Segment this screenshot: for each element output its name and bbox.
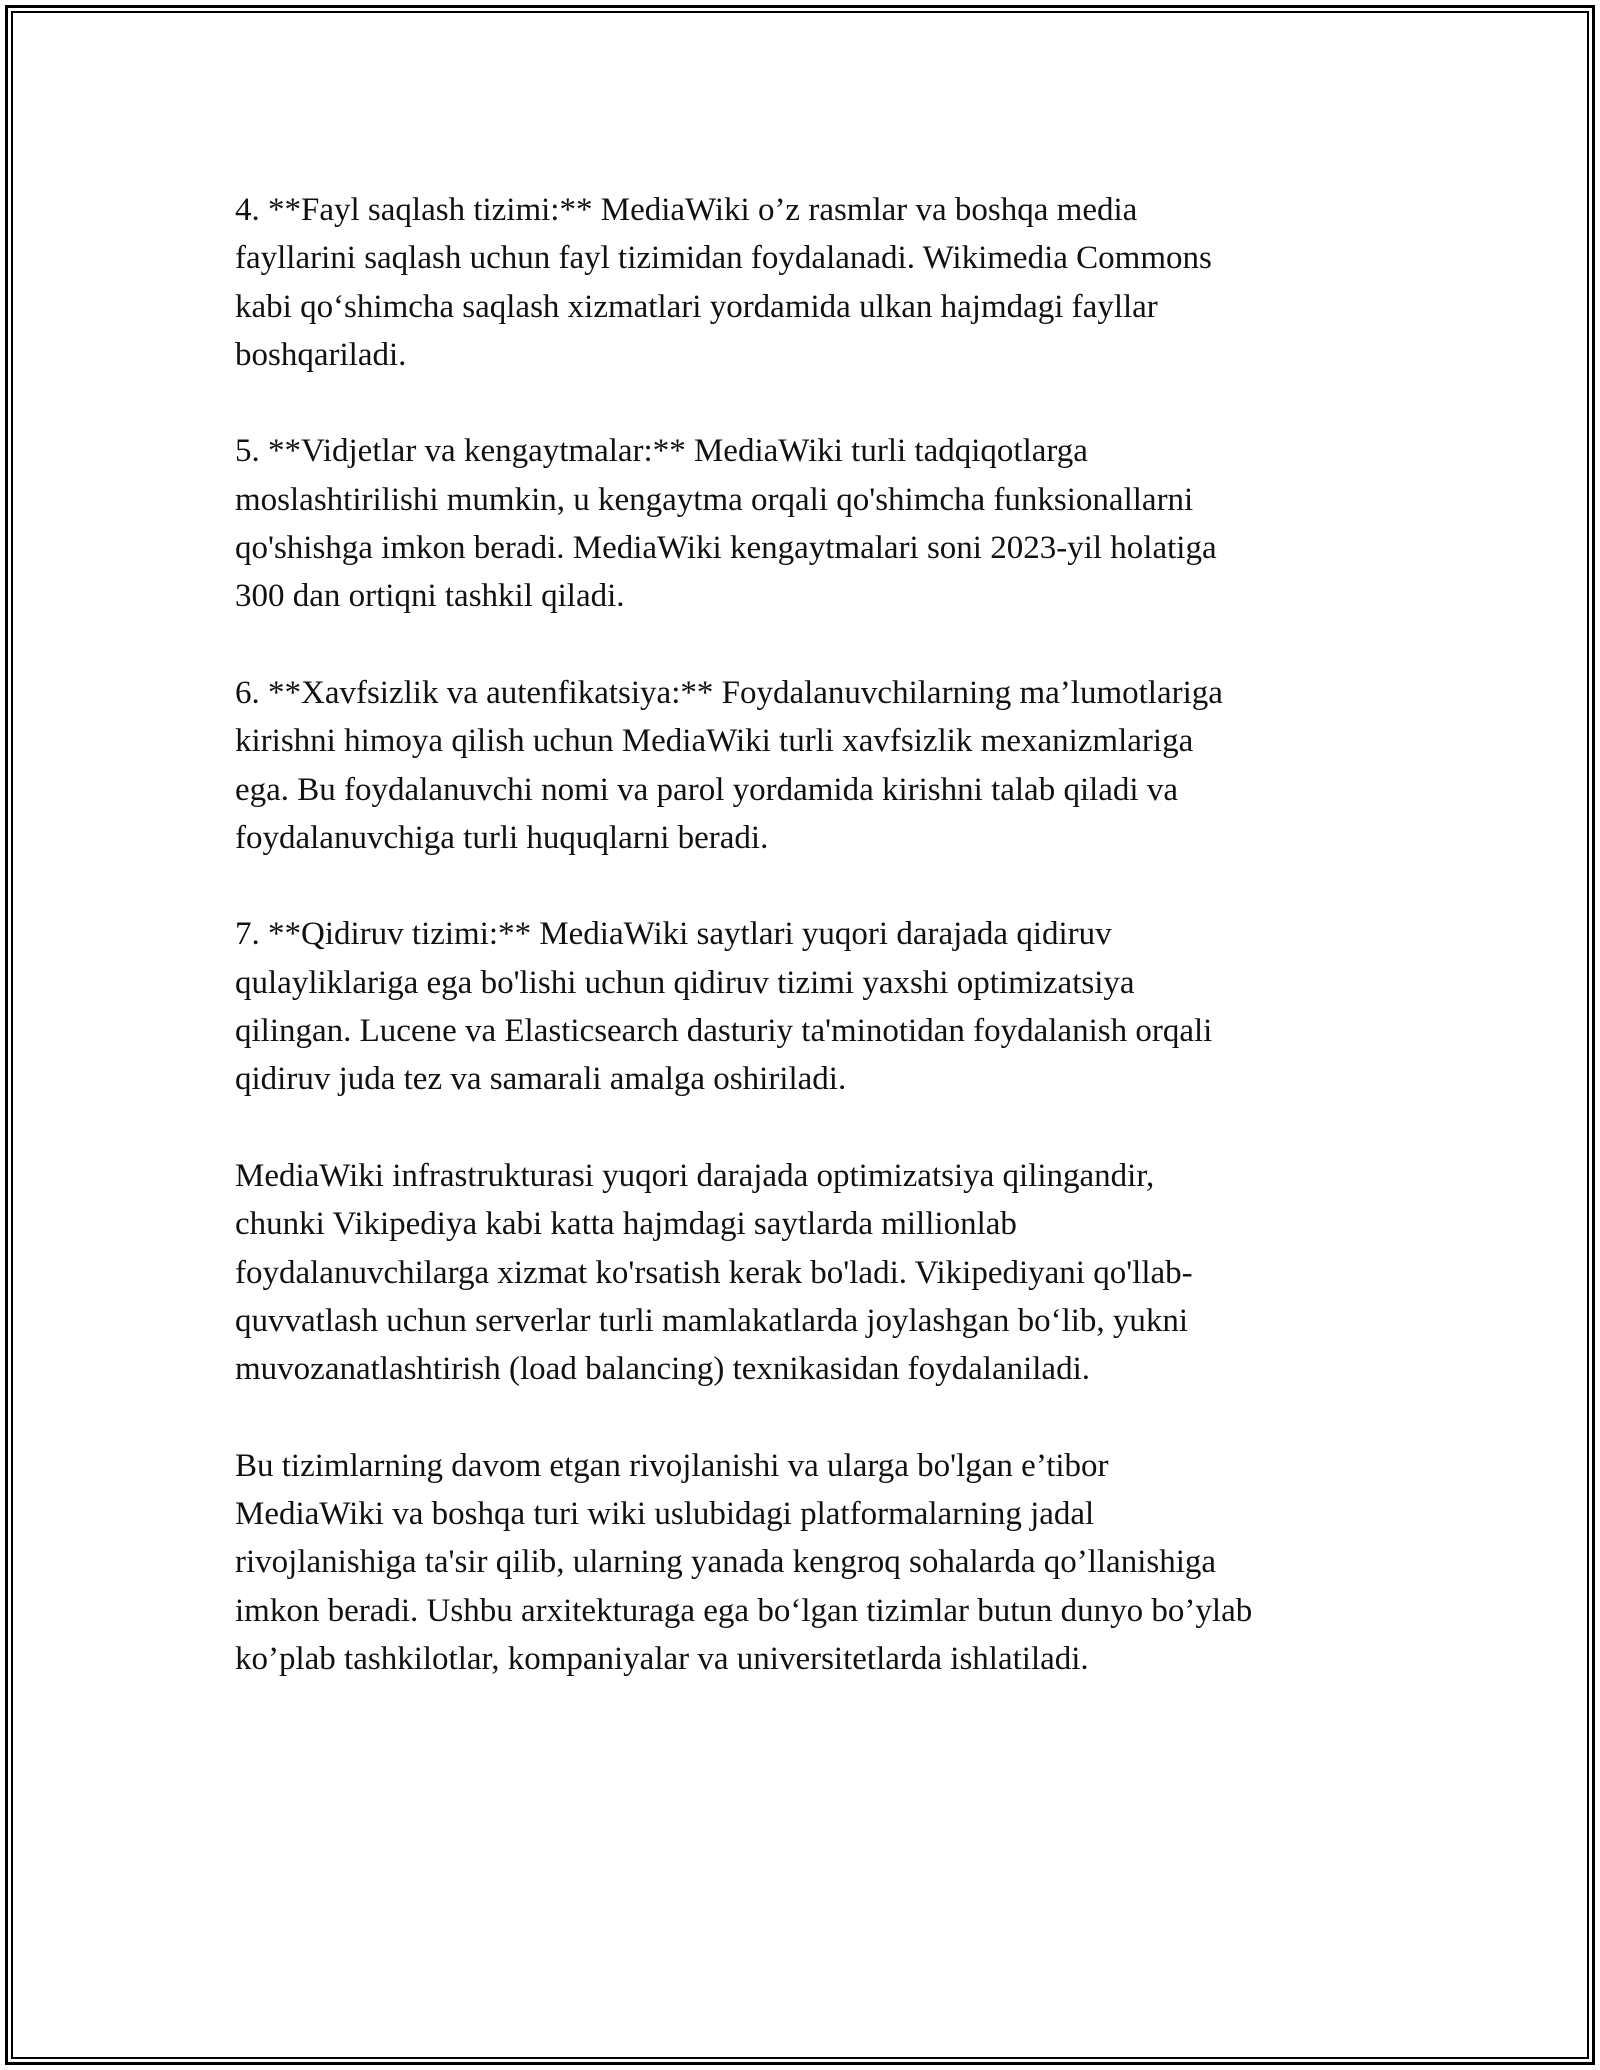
text-line: qulayliklariga ega bo'lishi uchun qidiruv tizimi yaxshi optimizatsiya <box>235 964 1135 1001</box>
text-line: kabi qo‘shimcha saqlash xizmatlari yordamida ulkan hajmdagi fayllar <box>235 288 1158 325</box>
text-line: ega. Bu foydalanuvchi nomi va parol yordamida kirishni talab qiladi va <box>235 771 1178 808</box>
paragraph-conclusion <box>235 1442 1385 1683</box>
text-line: muvozanatlashtirish (load balancing) texnikasidan foydalaniladi. <box>235 1351 1090 1388</box>
text-line: Bu tizimlarning davom etgan rivojlanishi va ularga bo'lgan e’tibor <box>235 1447 1109 1484</box>
text-line: 4. **Fayl saqlash tizimi:** MediaWiki o’z rasmlar va boshqa media <box>235 192 1138 228</box>
paragraph-search-system <box>235 910 1385 1103</box>
text-line: chunki Vikipediya kabi katta hajmdagi saytlarda millionlab <box>235 1206 1017 1243</box>
paragraph-widgets-extensions <box>235 427 1385 620</box>
text-line: qo'shishga imkon beradi. MediaWiki kengaytmalari soni 2023-yil holatiga <box>235 530 1217 567</box>
text-line: qilingan. Lucene va Elasticsearch dasturiy ta'minotidan foydalanish orqali <box>235 1013 1213 1050</box>
text-line: 7. **Qidiruv tizimi:** MediaWiki saytlari yuqori darajada qidiruv <box>235 916 1112 953</box>
paragraph-security-auth <box>235 669 1385 862</box>
text-line: 5. **Vidjetlar va kengaytmalar:** MediaWiki turli tadqiqotlarga <box>235 433 1088 470</box>
text-line: MediaWiki infrastrukturasi yuqori darajada optimizatsiya qilingandir, <box>235 1157 1155 1194</box>
paragraph-infrastructure <box>235 1152 1385 1393</box>
text-line: qidiruv juda tez va samarali amalga oshiriladi. <box>235 1061 847 1098</box>
text-line: rivojlanishiga ta'sir qilib, ularning yanada kengroq sohalarda qo’llanishiga <box>235 1544 1217 1581</box>
paragraph-file-storage <box>235 186 1385 379</box>
text-line: moslashtirilishi mumkin, u kengaytma orqali qo'shimcha funksionallarni <box>235 481 1194 518</box>
text-line: foydalanuvchilarga xizmat ko'rsatish kerak bo'ladi. Vikipediyani qo'llab- <box>235 1254 1193 1291</box>
text-line: fayllarini saqlash uchun fayl tizimidan foydalanadi. Wikimedia Commons <box>235 240 1212 277</box>
text-line: 6. **Xavfsizlik va autenfikatsiya:** Foydalanuvchilarning ma’lumotlariga <box>235 674 1223 711</box>
document-body <box>235 186 1385 1732</box>
text-line: boshqariladi. <box>235 336 407 373</box>
text-line: 300 dan ortiqni tashkil qiladi. <box>235 578 625 615</box>
text-line: imkon beradi. Ushbu arxitekturaga ega bo‘lgan tizimlar butun dunyo bo’ylab <box>235 1592 1253 1629</box>
text-line: quvvatlash uchun serverlar turli mamlakatlarda joylashgan bo‘lib, yukni <box>235 1302 1189 1339</box>
text-line: kirishni himoya qilish uchun MediaWiki turli xavfsizlik mexanizmlariga <box>235 723 1194 760</box>
text-line: ko’plab tashkilotlar, kompaniyalar va universitetlarda ishlatiladi. <box>235 1640 1089 1677</box>
text-line: foydalanuvchiga turli huquqlarni beradi. <box>235 819 769 856</box>
text-line: MediaWiki va boshqa turi wiki uslubidagi platformalarning jadal <box>235 1496 1095 1533</box>
